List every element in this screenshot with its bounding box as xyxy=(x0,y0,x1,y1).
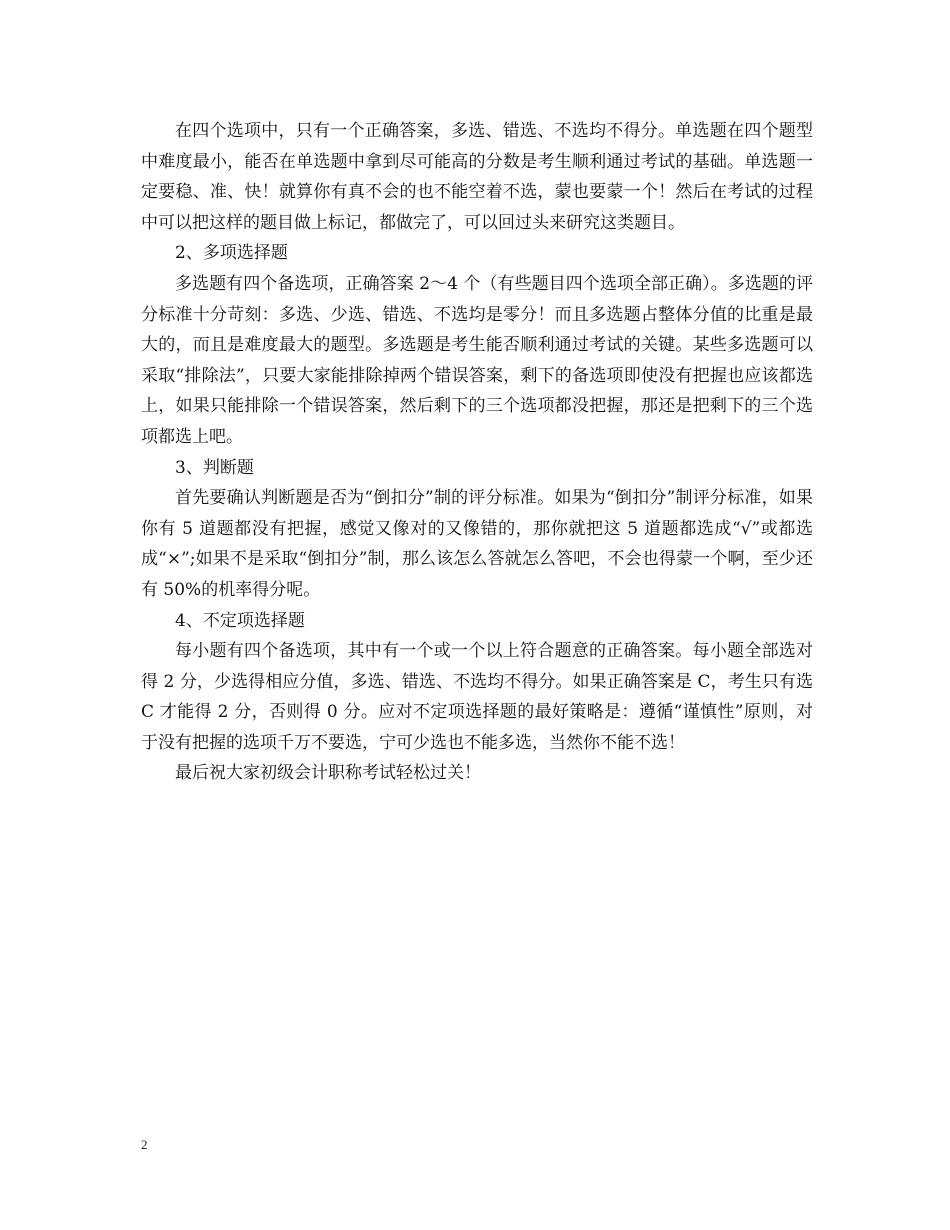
document-body xyxy=(141,116,813,789)
heading-multiple-choice: 2、多项选择题 xyxy=(175,243,288,264)
paragraph-multiple-choice: 多选题有四个备选项，正确答案 2～4 个（有些题目四个选项全部正确）。多选题的评分标准十分苛刻：多选、少选、错选、不选均是零分！而且多选题占整体分值的比重是最大的，而且是难度最大的题型。多选题是考生能否顺利通过考试的关键。某些多选题可以采取“排除法”，只要大家能排除掉两个错误答案，剩下的备选项即使没有把握也应该都选上，如果只能排除一个错误答案，然后剩下的三个选项都没把握，那还是把剩下的三个选项都选上吧。 xyxy=(141,273,813,447)
heading-true-false: 3、判断题 xyxy=(175,457,254,478)
paragraph-indefinite-choice: 每小题有四个备选项，其中有一个或一个以上符合题意的正确答案。每小题全部选对得 2 分，少选得相应分值，多选、错选、不选均不得分。如果正确答案是 C，考生只有选 C 才能得 2 分，否则得 0 分。应对不定项选择题的最好策略是：遵循“谨慎性”原则，对于没有把握的选项千万不要选，宁可少选也不能多选，当然你不能不选！ xyxy=(141,641,813,753)
page-number: 2 xyxy=(141,1137,148,1152)
paragraph-true-false: 首先要确认判断题是否为“倒扣分”制的评分标准。如果为“倒扣分”制评分标准，如果你有 5 道题都没有把握，感觉又像对的又像错的，那你就把这 5 道题都选成“√”或都选成“×”;如果不是采取“倒扣分”制，那么该怎么答就怎么答吧，不会也得蒙一个啊，至少还有 50%的机率得分呢。 xyxy=(141,488,813,600)
heading-indefinite-choice: 4、不定项选择题 xyxy=(175,610,305,631)
paragraph-single-choice-tips: 在四个选项中，只有一个正确答案，多选、错选、不选均不得分。单选题在四个题型中难度最小，能否在单选题中拿到尽可能高的分数是考生顺利通过考试的基础。单选题一定要稳、准、快！就算你有真不会的也不能空着不选，蒙也要蒙一个！然后在考试的过程中可以把这样的题目做上标记，都做完了，可以回过头来研究这类题目。 xyxy=(141,121,813,233)
paragraph-closing-wish: 最后祝大家初级会计职称考试轻松过关！ xyxy=(175,763,481,784)
